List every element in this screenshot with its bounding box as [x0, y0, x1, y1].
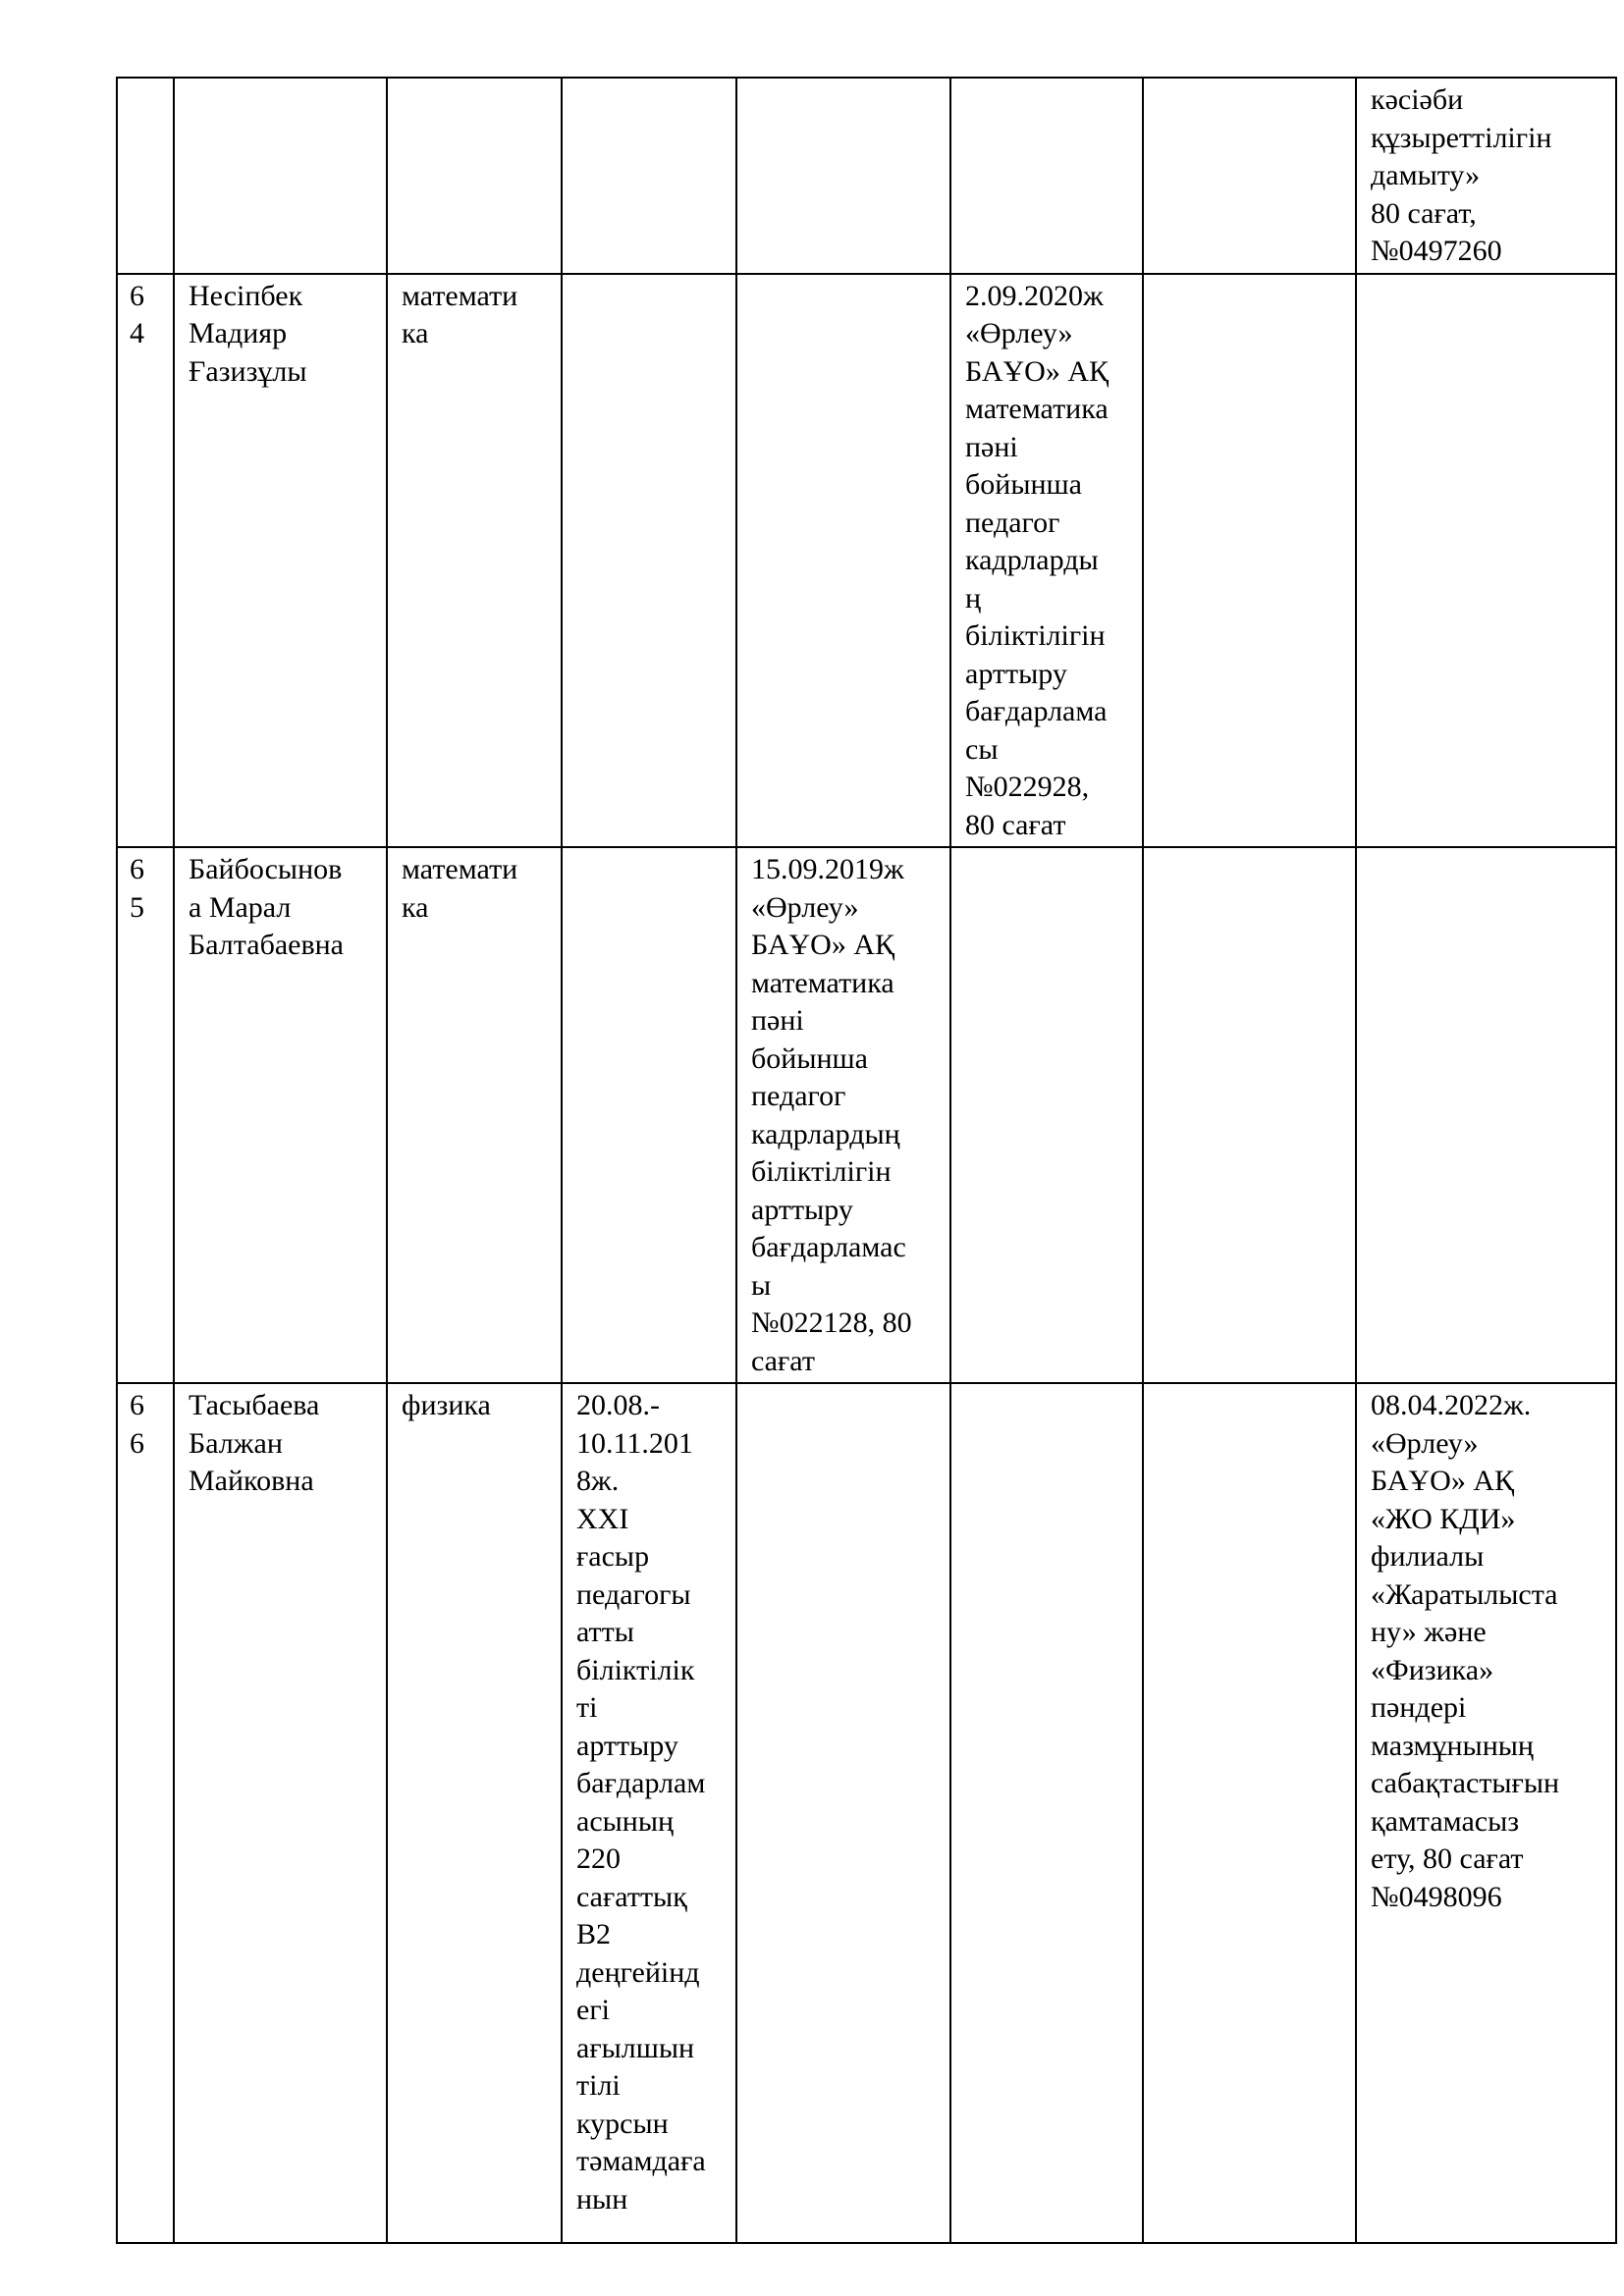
course-cell-col4: 20.08.- 10.11.201 8ж. XXI ғасыр педагогы атты біліктілік ті арттыру бағдарлам асының 220 сағаттық B2 деңгейінд егі ағылшын тілі курсын тәмамдаға нын	[562, 1383, 736, 2243]
course-cell-col5	[736, 1383, 950, 2243]
table-row	[117, 78, 1616, 274]
subject-cell	[387, 78, 562, 274]
table-row	[117, 847, 1616, 1383]
teacher-name-cell	[174, 78, 387, 274]
table-row	[117, 274, 1616, 848]
course-cell-col6	[950, 78, 1143, 274]
course-cell-col7	[1143, 1383, 1356, 2243]
course-cell-col8: кәсіәби құзыреттілігін дамыту» 80 сағат, №0497260	[1356, 78, 1616, 274]
row-number-cell: 6 5	[117, 847, 174, 1383]
course-cell-col4	[562, 847, 736, 1383]
table-row	[117, 1383, 1616, 2243]
row-number-cell	[117, 78, 174, 274]
course-cell-col5: 15.09.2019ж «Өрлеу» БАҰО» АҚ математика пәні бойынша педагог кадрлардың біліктілігін арттыру бағдарламас ы №022128, 80 сағат	[736, 847, 950, 1383]
row-number-cell: 6 6	[117, 1383, 174, 2243]
course-cell-col7	[1143, 78, 1356, 274]
teacher-name-cell: Байбосынов а Марал Балтабаевна	[174, 847, 387, 1383]
course-cell-col8	[1356, 847, 1616, 1383]
course-cell-col7	[1143, 847, 1356, 1383]
teacher-name-cell: Несіпбек Мадияр Ғазизұлы	[174, 274, 387, 848]
course-cell-col5	[736, 78, 950, 274]
course-cell-col4	[562, 274, 736, 848]
teacher-name-cell: Тасыбаева Балжан Майковна	[174, 1383, 387, 2243]
course-cell-col5	[736, 274, 950, 848]
subject-cell: математи ка	[387, 847, 562, 1383]
course-cell-col6	[950, 847, 1143, 1383]
course-cell-col6: 2.09.2020ж «Өрлеу» БАҰО» АҚ математика пәні бойынша педагог кадрларды ң біліктілігін арттыру бағдарлама сы №022928, 80 сағат	[950, 274, 1143, 848]
subject-cell: физика	[387, 1383, 562, 2243]
row-number-cell: 6 4	[117, 274, 174, 848]
course-cell-col8	[1356, 274, 1616, 848]
course-cell-col4	[562, 78, 736, 274]
course-cell-col6	[950, 1383, 1143, 2243]
course-cell-col8: 08.04.2022ж. «Өрлеу» БАҰО» АҚ «ЖО КДИ» филиалы «Жаратылыста ну» және «Физика» пәндері мазмұнының сабақтастығын қамтамасыз ету, 80 сағат №0498096	[1356, 1383, 1616, 2243]
course-cell-col7	[1143, 274, 1356, 848]
training-records-table	[116, 77, 1617, 2244]
subject-cell: математи ка	[387, 274, 562, 848]
